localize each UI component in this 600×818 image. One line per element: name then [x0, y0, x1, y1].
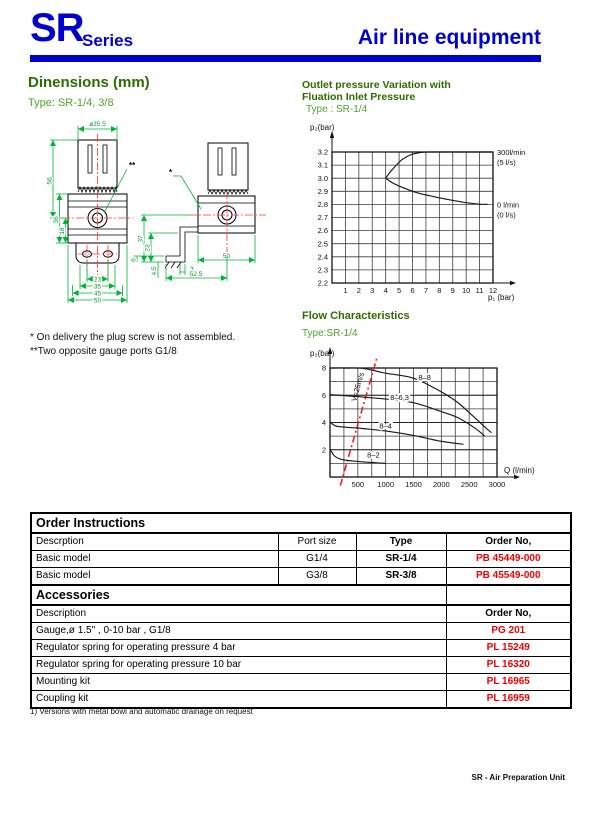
cell-order-no: PL 15249 — [446, 640, 571, 657]
cell-type: SR-1/4 — [356, 551, 446, 568]
dim-label: 45 — [93, 290, 102, 298]
flow-characteristics-chart — [298, 344, 600, 498]
front-view — [47, 121, 137, 305]
dimensions-type-label: Type: SR-1/4, 3/8 — [28, 97, 114, 109]
svg-text:2.8: 2.8 — [317, 200, 328, 209]
svg-text:(0 l/s): (0 l/s) — [497, 210, 516, 220]
svg-text:5: 5 — [396, 286, 402, 295]
col-header-type: Type — [356, 533, 446, 551]
svg-text:3.0: 3.0 — [317, 173, 328, 183]
order-tables — [30, 512, 570, 709]
technical-drawing — [20, 115, 300, 325]
svg-text:p₂(bar): p₂(bar) — [310, 123, 335, 132]
order-table-title: Order Instructions — [31, 513, 571, 533]
svg-text:3.2: 3.2 — [317, 147, 328, 157]
svg-text:6: 6 — [321, 390, 326, 400]
svg-text:(5 l/s): (5 l/s) — [497, 158, 516, 167]
cell-order-no: PL 16965 — [446, 674, 571, 691]
svg-text:3000: 3000 — [488, 480, 506, 489]
svg-text:8–2: 8–2 — [367, 450, 380, 460]
cell-description: Regulator spring for operating pressure 10 bar — [31, 657, 446, 674]
svg-text:8–8: 8–8 — [418, 373, 431, 383]
svg-text:2000: 2000 — [432, 480, 450, 489]
col-header-port-size: Port size — [278, 533, 356, 551]
order-instructions-table — [30, 512, 572, 709]
chart1-title: Outlet pressure Variation with Fluation Inlet Pressure — [302, 79, 451, 103]
outlet-pressure-chart — [298, 116, 600, 310]
cell-order-no: PG 201 — [446, 623, 571, 640]
svg-text:8–6,3: 8–6,3 — [390, 392, 409, 402]
svg-text:0 l/min: 0 l/min — [497, 200, 520, 210]
dim-label: 50 — [93, 297, 102, 305]
svg-text:2.6: 2.6 — [317, 226, 328, 236]
svg-text:500: 500 — [351, 480, 365, 489]
svg-text:4: 4 — [383, 286, 388, 295]
svg-text:1000: 1000 — [377, 480, 395, 489]
svg-text:p₂(bar): p₂(bar) — [310, 349, 335, 358]
note-plug-screw: * On delivery the plug screw is not assembled. — [30, 332, 236, 343]
cell-order-no: PB 45549-000 — [446, 568, 571, 586]
svg-text:7: 7 — [423, 286, 429, 295]
page-title: Air line equipment — [357, 26, 541, 49]
dim-label: 36 — [53, 216, 60, 224]
dimensions-heading: Dinensions (mm) — [28, 74, 150, 91]
dim-label: 23 — [93, 276, 102, 284]
svg-text:9: 9 — [450, 286, 455, 295]
dim-label: 23 — [144, 244, 152, 252]
svg-text:3.1: 3.1 — [317, 160, 328, 170]
svg-text:2.2: 2.2 — [317, 278, 328, 288]
cell-description: Regulator spring for operating pressure 4 bar — [31, 640, 446, 657]
dim-label: 4.5 — [151, 266, 158, 276]
svg-text:3: 3 — [370, 286, 375, 295]
svg-text:V=25m/s: V=25m/s — [349, 371, 367, 403]
cell-order-no: PB 45449-000 — [446, 551, 571, 568]
dim-label: 50 — [222, 253, 231, 260]
svg-text:300l/min: 300l/min — [497, 148, 526, 157]
empty-cell — [446, 585, 571, 605]
side-view — [131, 143, 267, 281]
dim-label: 18 — [59, 227, 66, 235]
accessories-table-title: Accessories — [31, 585, 446, 605]
svg-text:p₁ (bar): p₁ (bar) — [488, 293, 515, 302]
col-header-order-no: Order No, — [446, 605, 571, 623]
cell-description: Coupling kit — [31, 691, 446, 709]
dim-label: 52.5 — [189, 271, 203, 278]
cell-description: Basic model — [31, 551, 278, 568]
svg-text:8: 8 — [321, 363, 326, 373]
brand-logo: SR — [30, 6, 84, 50]
dim-label: 37 — [137, 235, 145, 243]
table-header-row — [31, 605, 571, 623]
cell-description: Gauge,ø 1.5" , 0-10 bar , G1/8 — [31, 623, 446, 640]
dim-label: 56 — [46, 177, 54, 185]
col-header-description: Descrption — [31, 533, 278, 551]
svg-text:2.4: 2.4 — [317, 252, 328, 262]
table-row — [31, 551, 571, 568]
series-label: Series — [82, 31, 134, 50]
chart1-type-label: Type : SR-1/4 — [306, 104, 368, 115]
chart2-title: Flow Characteristics — [302, 310, 410, 322]
cell-port-size: G1/4 — [278, 551, 356, 568]
svg-text:8: 8 — [437, 286, 442, 295]
cell-order-no: PL 16320 — [446, 657, 571, 674]
svg-text:8–4: 8–4 — [379, 421, 392, 431]
svg-text:6: 6 — [410, 286, 415, 295]
svg-text:2.7: 2.7 — [317, 213, 328, 223]
svg-text:2.3: 2.3 — [317, 265, 328, 275]
svg-text:12: 12 — [488, 286, 498, 295]
dim-label: 35 — [93, 283, 102, 291]
cell-description: Mounting kit — [31, 674, 446, 691]
svg-text:1500: 1500 — [405, 480, 422, 489]
table-row — [31, 691, 571, 709]
svg-text:2.9: 2.9 — [317, 186, 328, 196]
drawing-notes — [30, 331, 235, 359]
col-header-description: Description — [31, 605, 446, 623]
header-rule — [30, 55, 541, 62]
svg-text:10: 10 — [461, 286, 471, 295]
table-row — [31, 640, 571, 657]
table-row — [31, 657, 571, 674]
table-header-row — [31, 533, 571, 551]
svg-text:2: 2 — [321, 445, 326, 455]
col-header-order-no: Order No, — [446, 533, 571, 551]
svg-text:1: 1 — [343, 286, 348, 295]
svg-text:2: 2 — [356, 286, 361, 295]
cell-description: Basic model — [31, 568, 278, 586]
gauge-port-marker: ** — [129, 161, 136, 170]
svg-text:11: 11 — [475, 286, 484, 295]
note-gauge-ports: **Two opposite gauge ports G1/8 — [30, 346, 177, 357]
table-row — [31, 674, 571, 691]
cell-order-no: PL 16959 — [446, 691, 571, 709]
cell-type: SR-3/8 — [356, 568, 446, 586]
svg-text:Q (l/min): Q (l/min) — [504, 466, 535, 475]
page-footer: SR - Air Preparation Unit — [471, 773, 565, 782]
chart2-type-label: Type:SR-1/4 — [302, 328, 358, 339]
svg-text:2.5: 2.5 — [317, 239, 328, 249]
dim-label: 3 — [190, 266, 194, 273]
cell-port-size: G3/8 — [278, 568, 356, 586]
svg-text:2500: 2500 — [460, 480, 478, 489]
svg-text:4: 4 — [321, 418, 326, 428]
footnote: 1) Versions with metal bowl and automatic drainage on request — [30, 707, 253, 716]
dim-label: ø35.5 — [89, 121, 106, 128]
dim-label: 6 — [130, 258, 138, 262]
table-row — [31, 623, 571, 640]
table-row — [31, 568, 571, 586]
plug-screw-marker: * — [169, 168, 173, 177]
